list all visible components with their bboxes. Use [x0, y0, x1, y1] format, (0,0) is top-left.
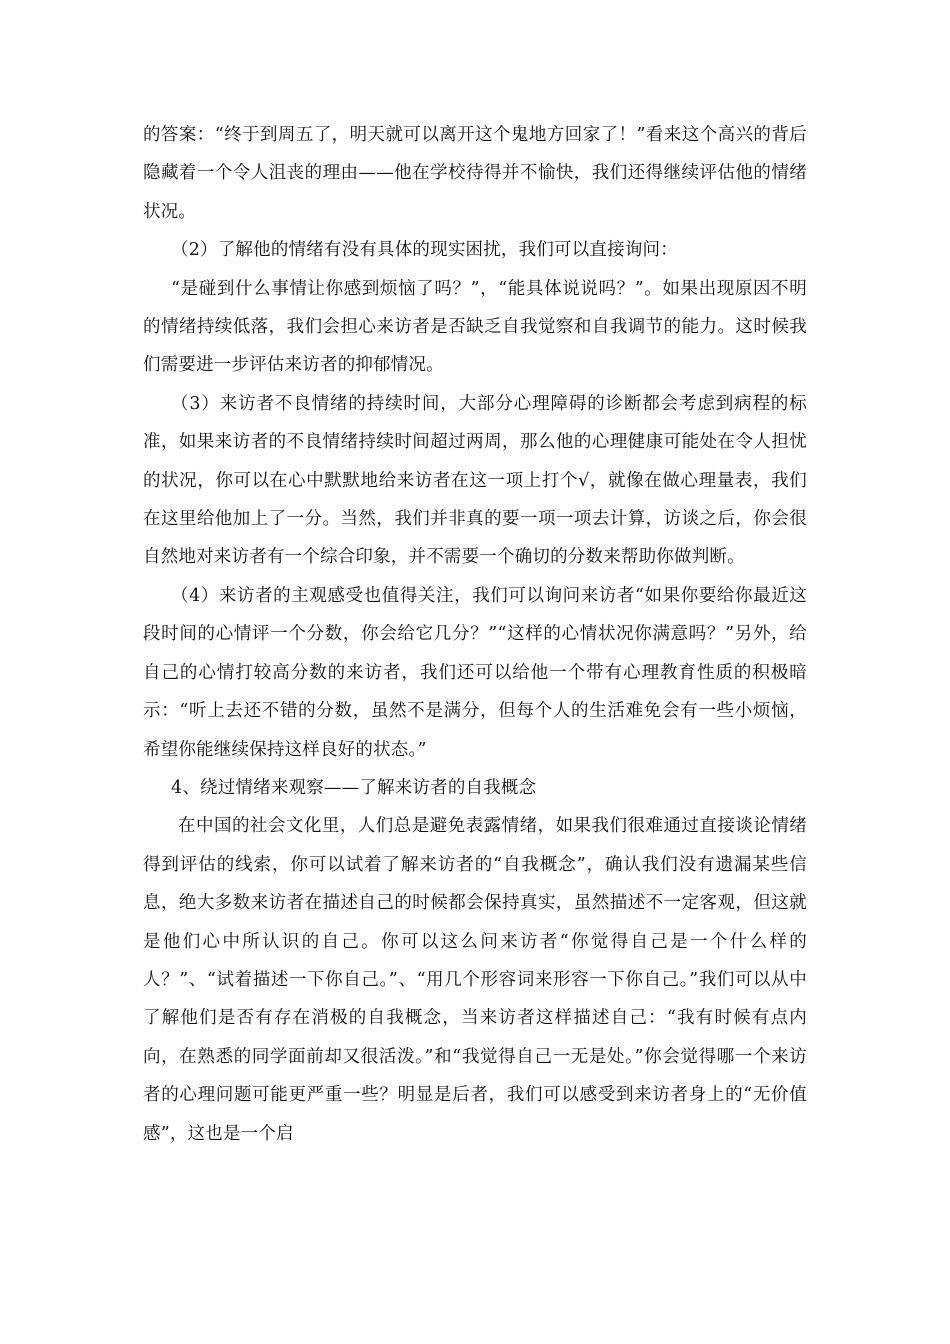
paragraph-item-4: （4）来访者的主观感受也值得关注，我们可以询问来访者“如果你要给你最近这段时间的心情评一个分数，你会给它几分？”“这样的心情状况你满意吗？”另外，给自己的心情打较高分数的来访者，我们还可以给他一个带有心理教育性质的积极暗示：“听上去还不错的分数，虽然不是满分，但每个人的生活难免会有一些小烦恼，希望你能继续保持这样良好的状态。” [143, 585, 807, 760]
paragraph-item-2: （2）了解他的情绪有没有具体的现实困扰，我们可以直接询问： [171, 240, 678, 261]
paragraph-quote-questions: “是碰到什么事情让你感到烦恼了吗？”，“能具体说说吗？”。如果出现原因不明的情绪持续低落，我们会担心来访者是否缺乏自我觉察和自我调节的能力。这时候我们需要进一步评估来访者的抑郁情况。 [143, 278, 807, 376]
paragraph-continuation: 的答案：“终于到周五了，明天就可以离开这个鬼地方回家了！”看来这个高兴的背后隐藏着一个令人沮丧的理由——他在学校待得并不愉快，我们还得继续评估他的情绪状况。 [143, 125, 807, 222]
paragraph-self-concept: 在中国的社会文化里，人们总是避免表露情绪，如果我们很难通过直接谈论情绪得到评估的线索，你可以试着了解来访者的“自我概念”，确认我们没有遗漏某些信息，绝大多数来访者在描述自己的时候都会保持真实，虽然描述不一定客观，但这就是他们心中所认识的自己。你可以这么问来访者“你觉得自己是一个什么样的人？”、“试着描述一下你自己。”、“用几个形容词来形容一下你自己。”我们可以从中了解他们是否有存在消极的自我概念，当来访者这样描述自己：“我有时候有点内向，在熟悉的同学面前却又很活泼。”和“我觉得自己一无是处。”你会觉得哪一个来访者的心理问题可能更严重一些？明显是后者，我们可以感受到来访者身上的“无价值感”，这也是一个启 [143, 816, 807, 1144]
document-body [143, 116, 807, 1153]
paragraph-item-3: （3）来访者不良情绪的持续时间，大部分心理障碍的诊断都会考虑到病程的标准，如果来访者的不良情绪持续时间超过两周，那么他的心理健康可能处在令人担忧的状况，你可以在心中默默地给来访者在这一项上打个√，就像在做心理量表，我们在这里给他加上了一分。当然，我们并非真的要一项一项去计算，访谈之后，你会很自然地对来访者有一个综合印象，并不需要一个确切的分数来帮助你做判断。 [143, 393, 807, 568]
section-heading: 4、绕过情绪来观察——了解来访者的自我概念 [171, 777, 537, 798]
